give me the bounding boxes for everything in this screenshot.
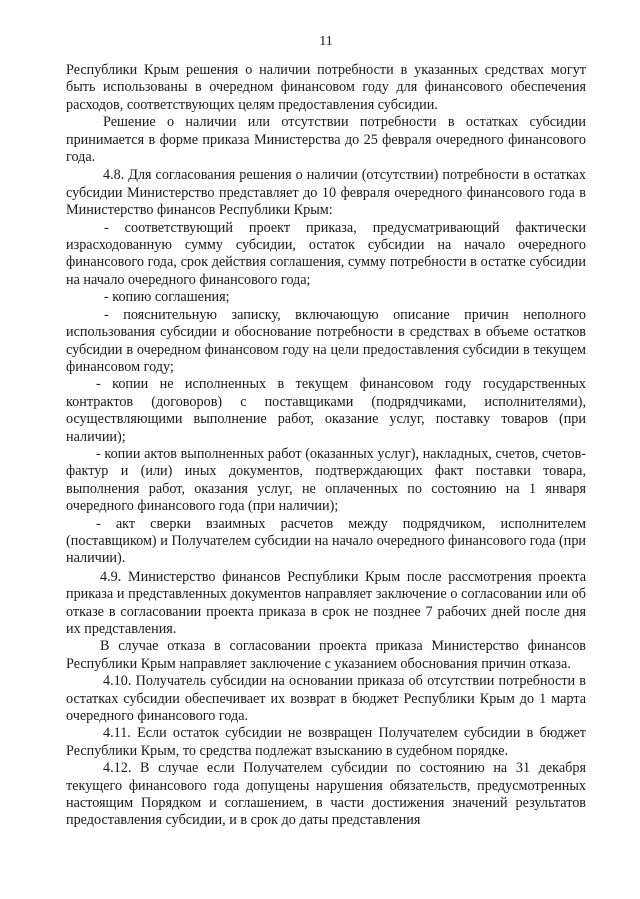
paragraph-4-8: 4.8. Для согласования решения о наличии (отсутствии) потребности в остатках субсидии Министерство представляет до 10 февраля очередного финансового года в Министерство финансов Республики Крым: xyxy=(66,167,586,219)
paragraph-4-9: 4.9. Министерство финансов Республики Крым после рассмотрения проекта приказа и представленных документов направляет заключение о согласовании или об отказе в согласовании проекта приказа в срок не позднее 7 рабочих дней после дня их представления. xyxy=(66,568,586,637)
list-item-agreement-copy: - копию соглашения; xyxy=(104,289,230,306)
list-item-reconciliation: - акт сверки взаимных расчетов между подрядчиком, исполнителем (поставщиком) и Получателем субсидии на начало очередного финансового года (при наличии). xyxy=(66,515,586,567)
paragraph-4-10: 4.10. Получатель субсидии на основании приказа об отсутствии потребности в остатках субсидии обеспечивает их возврат в бюджет Республики Крым до 1 марта очередного финансового года. xyxy=(66,673,586,725)
paragraph-continuation: Республики Крым решения о наличии потребности в указанных средствах могут быть использованы в очередном финансовом году для финансового обеспечения расходов, соответствующих целям предоставления субсидии. xyxy=(66,62,586,113)
list-item-draft-order: - соответствующий проект приказа, предусматривающий фактически израсходованную сумму субсидии, остаток субсидии на начало очередного финансового года, срок действия соглашения, сумму потребности в остатке субсидии на начало очередного финансового года; xyxy=(66,219,586,288)
list-item-explanatory-note: - пояснительную записку, включающую описание причин неполного использования субсидии и обоснование потребности в средствах в объеме остатков субсидии в очередном финансовом году на цели предоставления субсидии в текущем финансовом году; xyxy=(66,306,586,375)
list-item-acts: - копии актов выполненных работ (оказанных услуг), накладных, счетов, счетов-фактур и (или) иных документов, подтверждающих факт поставки товара, выполнения работ, оказания услуг, не оплаченных по состоянию на 1 января очередного финансового года (при наличии); xyxy=(66,445,586,515)
list-item-contracts: - копии не исполненных в текущем финансовом году государственных контрактов (договоров) с поставщиками (подрядчиками, исполнителями), осуществляющими выполнение работ, оказание услуг, поставку товаров (при наличии); xyxy=(66,376,586,445)
paragraph-4-12: 4.12. В случае если Получателем субсидии по состоянию на 31 декабря текущего финансового года допущены нарушения обязательств, предусмотренных настоящим Порядком и соглашением, в части достижения значений результатов предоставления субсидии, и в срок до даты представления xyxy=(66,760,586,829)
page-number: 11 xyxy=(319,34,333,49)
paragraph-refusal: В случае отказа в согласовании проекта приказа Министерство финансов Республики Крым направляет заключение с указанием обоснования причин отказа. xyxy=(66,638,586,672)
paragraph-decision: Решение о наличии или отсутствии потребности в остатках субсидии принимается в форме приказа Министерства до 25 февраля очередного финансового года. xyxy=(66,114,586,166)
paragraph-4-11: 4.11. Если остаток субсидии не возвращен Получателем субсидии в бюджет Республики Крым, то средства подлежат взысканию в судебном порядке. xyxy=(66,725,586,759)
